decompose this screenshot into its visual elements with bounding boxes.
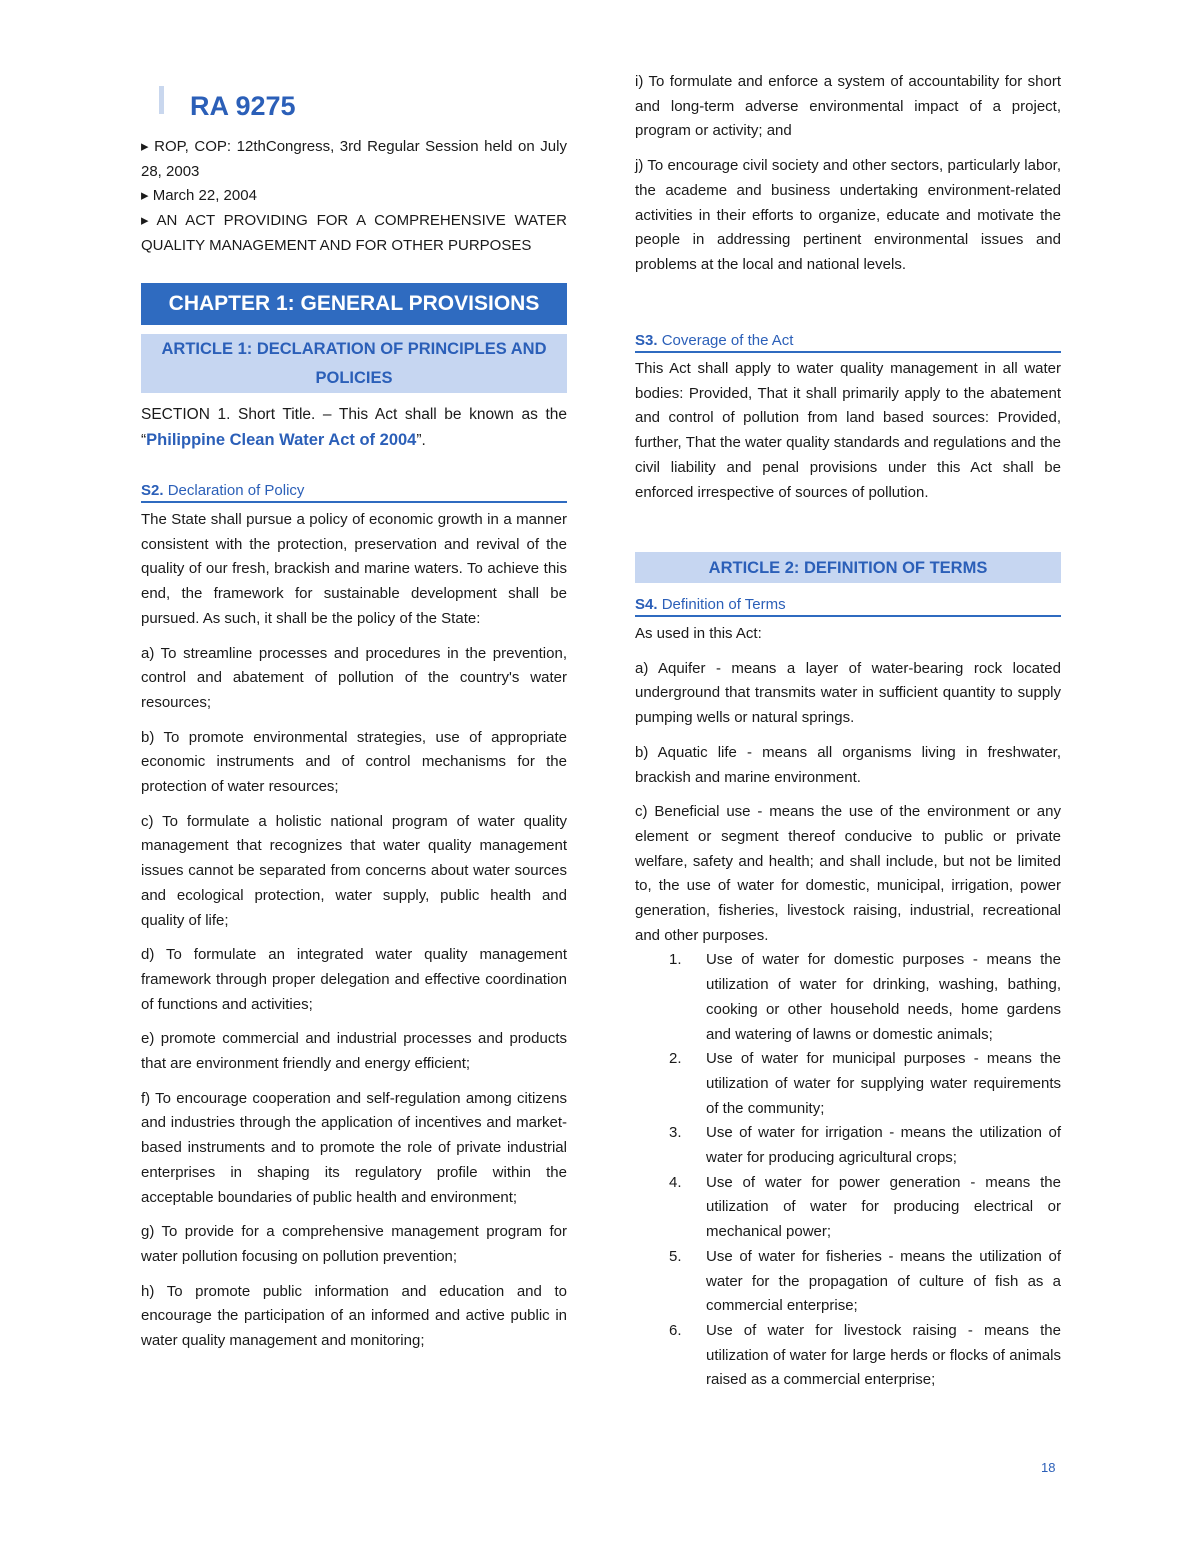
meta-session: ▸ ROP, COP: 12thCongress, 3rd Regular Session held on July 28, 2003: [141, 138, 567, 180]
section-1-text: SECTION 1. Short Title. – This Act shall be known as the “: [141, 406, 567, 449]
s3-heading: S3. Coverage of the Act: [635, 332, 1061, 353]
beneficial-use-list: [635, 948, 1061, 1393]
act-short-title: Philippine Clean Water Act of 2004: [146, 430, 417, 449]
s3-text: This Act shall apply to water quality management in all water bodies: Provided, That it shall primarily apply to the abatement and control of pollution from land based sources: Provided, further, That the water quality standards and regulations and the civil liability and penal provisions under this Act shall be enforced irrespective of sources of pollution.: [635, 360, 1061, 501]
document-title: RA 9275: [190, 91, 296, 121]
s2-item-h: h) To promote public information and education and to encourage the participation of an informed and active public in water quality management and monitoring;: [141, 1282, 567, 1350]
meta-list: [141, 135, 567, 259]
meta-date: ▸ March 22, 2004: [141, 187, 257, 205]
s2-item-e: e) promote commercial and industrial processes and products that are environment friendly and energy efficient;: [141, 1030, 567, 1073]
s4-def-c: c) Beneficial use - means the use of the environment or any element or segment thereof conducive to public or private welfare, safety and health; and shall include, but not be limited to, the use of water for domestic, municipal, irrigation, power generation, fisheries, livestock raising, industrial, recreational and other purposes.: [635, 803, 1061, 944]
article-1-heading: ARTICLE 1: DECLARATION OF PRINCIPLES AND POLICIES: [141, 334, 567, 393]
s2-item-g: g) To provide for a comprehensive management program for water pollution focusing on pollution prevention;: [141, 1223, 567, 1265]
s2-item-i: i) To formulate and enforce a system of accountability for short and long-term adverse environmental impact of a project, program or activity; and: [635, 73, 1061, 140]
s4-def-a: a) Aquifer - means a layer of water-bearing rock located underground that transmits water in sufficient quantity to supply pumping wells or natural springs.: [635, 659, 1061, 727]
s2-title: Declaration of Policy: [167, 482, 305, 499]
list-item: 2. Use of water for municipal purposes - means the utilization of water for supplying water requirements of the community;: [669, 1050, 1061, 1117]
list-item: 6. Use of water for livestock raising - means the utilization of water for large herds or flocks of animals raised as a commercial enterprise;: [669, 1321, 1061, 1389]
s2-intro: The State shall pursue a policy of economic growth in a manner consistent with the protection, preservation and revival of the quality of our fresh, brackish and marine waters. To achieve this end, the framework for sustainable development shall be pursued. As such, it shall be the policy of the State:: [141, 511, 567, 627]
s4-def-b: b) Aquatic life - means all organisms living in freshwater, brackish and marine environment.: [635, 743, 1061, 786]
article-2-heading: ARTICLE 2: DEFINITION OF TERMS: [635, 552, 1061, 583]
s2-body: [141, 508, 567, 1354]
s2-item-d: d) To formulate an integrated water quality management framework through proper delegation and effective coordination of functions and activities;: [141, 946, 567, 1013]
s4-title: Definition of Terms: [661, 596, 786, 613]
section-1: SECTION 1. Short Title. – This Act shall be known as the “Philippine Clean Water Act of 2004”.: [141, 406, 567, 449]
s2-item-f: f) To encourage cooperation and self-regulation among citizens and industries through the application of incentives and market-based instruments and to promote the role of private industrial enterprises in shaping its regulatory profile within the acceptable boundaries of public health and environment;: [141, 1089, 567, 1206]
title-accent-bar: [159, 86, 164, 114]
s2-item-c: c) To formulate a holistic national program of water quality management that recognizes that water quality management issues cannot be separated from concerns about water sources and ecological protection, water supply, public health and quality of life;: [141, 812, 567, 929]
s2-continued: [635, 70, 1061, 278]
list-item: 3. Use of water for irrigation - means the utilization of water for producing agricultural crops;: [669, 1124, 1061, 1167]
meta-act-title: ▸ AN ACT PROVIDING FOR A COMPREHENSIVE WATER QUALITY MANAGEMENT AND FOR OTHER PURPOSES: [141, 212, 567, 254]
s4-body: [635, 622, 1061, 1393]
chapter-underline: [141, 323, 567, 325]
s2-item-a: a) To streamline processes and procedures in the prevention, control and abatement of pollution of the country's water resources;: [141, 644, 567, 711]
s4-intro: As used in this Act:: [635, 625, 762, 642]
list-item: 5. Use of water for fisheries - means the utilization of water for the propagation of culture of fish as a commercial enterprise;: [669, 1247, 1061, 1315]
chapter-heading: CHAPTER 1: GENERAL PROVISIONS: [141, 283, 567, 323]
s2-item-j: j) To encourage civil society and other sectors, particularly labor, the academe and business undertaking environment-related activities in their efforts to organize, educate and motivate the people in addressing pertinent environmental issues and problems at the local and national levels.: [635, 157, 1061, 273]
page-number: 18: [1041, 1460, 1056, 1475]
s3-body: [635, 357, 1061, 505]
s2-item-b: b) To promote environmental strategies, use of appropriate economic instruments and of control mechanisms for the protection of water resources;: [141, 728, 567, 796]
list-item: 4. Use of water for power generation - means the utilization of water for producing electrical or mechanical power;: [669, 1173, 1061, 1241]
s4-heading: S4. Definition of Terms: [635, 596, 1061, 617]
s2-heading: S2. Declaration of Policy: [141, 482, 567, 503]
s3-title: Coverage of the Act: [661, 332, 794, 349]
list-item: 1. Use of water for domestic purposes - means the utilization of water for drinking, washing, bathing, cooking or other household needs, home gardens and watering of lawns or domestic animals;: [669, 951, 1061, 1043]
